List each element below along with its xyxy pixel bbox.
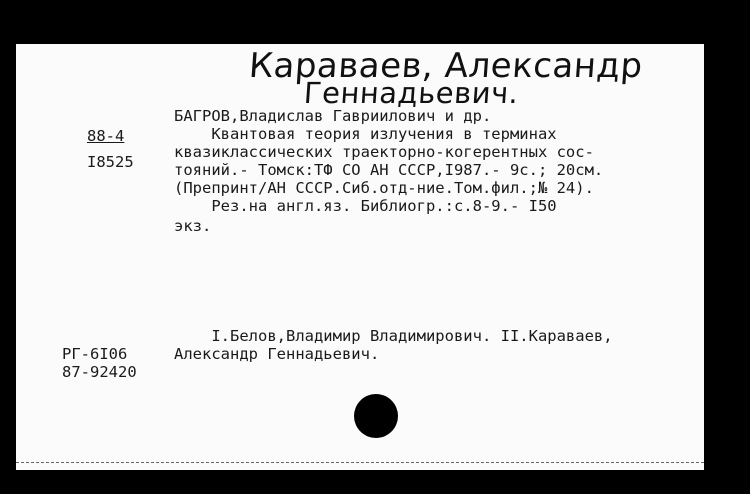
title-line-1: Квантовая теория излучения в терминах	[174, 125, 557, 143]
handwritten-name-line2: Геннадьевич.	[302, 76, 520, 110]
call-number-1: 88-4	[87, 127, 125, 145]
title-line-4: (Препринт/АН СССР.Сиб.отд-ние.Том.фил.;№ 24).	[174, 179, 594, 197]
title-line-2: квазиклассических траекторно-когерентных сос-	[174, 143, 594, 161]
accession-number-2: 87-92420	[62, 363, 137, 381]
title-line-5: Рез.на англ.яз. Библиогр.:с.8-9.- I50	[174, 197, 557, 215]
title-line-6: экз.	[174, 217, 212, 235]
catalog-card	[16, 44, 704, 470]
card-edge-line	[16, 462, 704, 463]
author-line: БАГРОВ,Владислав Гавриилович и др.	[174, 107, 492, 125]
punch-hole	[354, 394, 398, 438]
added-entries-line-1: I.Белов,Владимир Владимирович. II.Караваев,	[174, 327, 613, 345]
handwritten-name-line1: Караваев, Александр	[247, 46, 645, 86]
added-entries-line-2: Александр Геннадьевич.	[174, 345, 380, 363]
title-line-3: тояний.- Томск:ТФ СО АН СССР,I987.- 9с.; 20см.	[174, 161, 604, 179]
call-number-2: I8525	[87, 153, 134, 171]
accession-number-1: РГ-6I06	[62, 345, 128, 363]
